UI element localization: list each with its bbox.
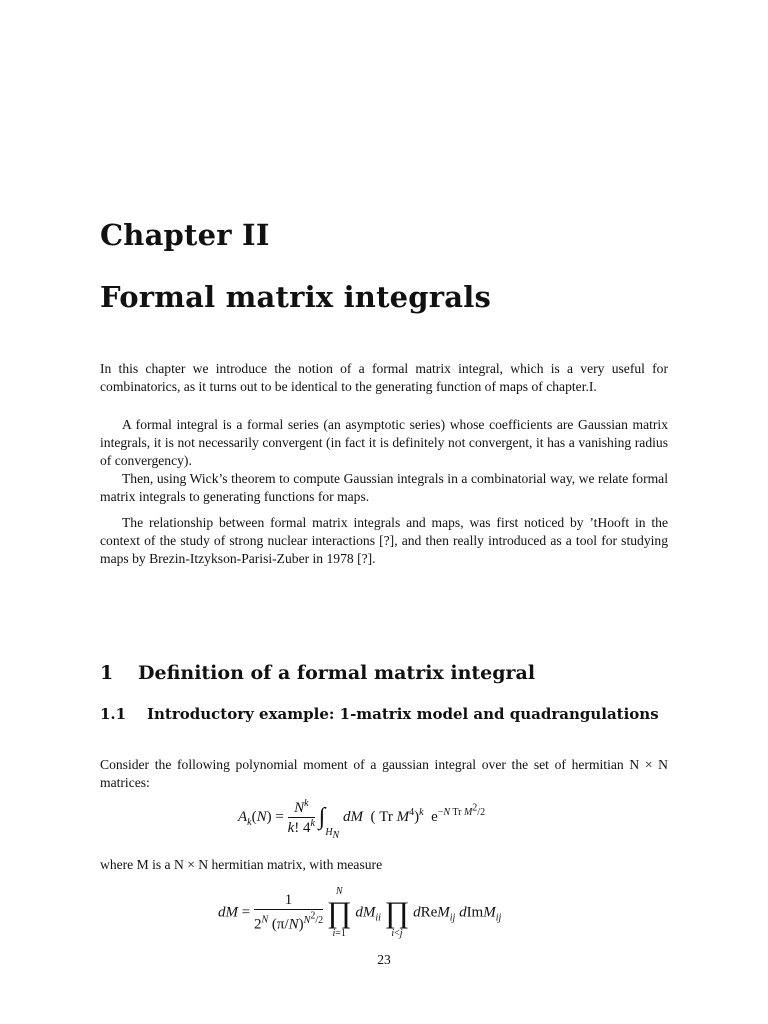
intro-paragraph-1: In this chapter we introduce the notion of a formal matrix integral, which is a very useful for combinatorics, as it turns out to be identical to the generating function of maps of chapter.I. bbox=[100, 361, 668, 394]
product-symbol: N ∏ i=1 bbox=[326, 886, 352, 939]
chapter-label: Chapter II bbox=[100, 218, 270, 252]
subsection-heading bbox=[100, 703, 670, 725]
subsection-number: 1.1 bbox=[100, 705, 127, 723]
product-symbol: ∏ i<j bbox=[384, 896, 410, 939]
fraction: $\frac{N^k}{k! 4^k}$ bbox=[287, 798, 315, 836]
intro-paragraph-2: A formal integral is a formal series (an asymptotic series) whose coefficients are Gaussian matrix integrals, it is not necessarily convergent (in fact it is definitely not convergent, it has a vanishing radius of convergency). bbox=[100, 417, 668, 468]
page-number: 23 bbox=[377, 952, 391, 967]
chapter-title: Formal matrix integrals bbox=[100, 280, 492, 314]
equation-ak: $A_k(N)$ = $\frac{N^k}{k! 4^k}$ $\int_{H_N}$ dM ( Tr $M^4)^k$ $e^{-N Tr M^2/2}$ bbox=[238, 798, 486, 841]
section-heading bbox=[100, 662, 535, 684]
equation-measure: dM = $\frac{1}{2^N (\pi/N)^{N^2/2}}$ N ∏ i=1 $dM_{ii}$ ∏ i<j dReM$_{ij}$ dImM$_{ij}$ bbox=[218, 886, 502, 939]
subsection-title: Introductory example: 1-matrix model and quadrangulations bbox=[147, 705, 659, 723]
fraction: $\frac{1}{2^N (\pi/N)^{N^2/2}}$ bbox=[253, 892, 324, 933]
section-title: Definition of a formal matrix integral bbox=[138, 662, 536, 684]
body-paragraph-1: Consider the following polynomial moment of a gaussian integral over the set of hermitian N × N matrices: bbox=[100, 757, 668, 790]
intro-paragraph-3: Then, using Wick’s theorem to compute Gaussian integrals in a combinatorial way, we relate formal matrix integrals to generating functions for maps. bbox=[100, 471, 668, 504]
intro-paragraph-4: The relationship between formal matrix integrals and maps, was first noticed by ’tHooft in the context of the study of strong nuclear interactions [?], and then really introduced as a tool for studying maps by Brezin-Itzykson-Parisi-Zuber in 1978 [?]. bbox=[100, 515, 668, 566]
section-number: 1 bbox=[100, 662, 114, 684]
body-paragraph-2: where M is a N × N hermitian matrix, with measure bbox=[100, 857, 383, 872]
